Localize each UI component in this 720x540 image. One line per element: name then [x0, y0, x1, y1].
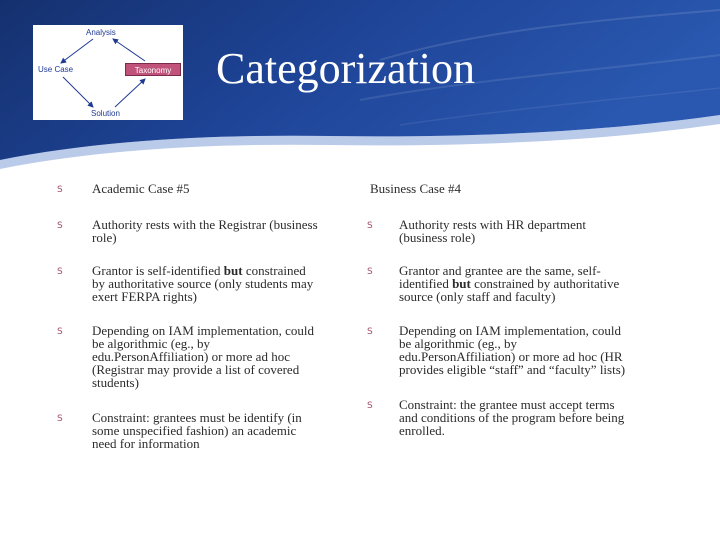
left-item-constraint: Constraint: grantees must be identify (in some unspecified fashion) an academic need for information: [92, 410, 302, 451]
right-item-constraint: Constraint: the grantee must accept terms and conditions of the program before being enrolled.: [399, 397, 625, 438]
left-item-authority: Authority rests with the Registrar (business role): [92, 217, 318, 245]
bullet-icon: S: [57, 185, 63, 195]
right-item-grantor-pre: Grantor and grantee are the same, self- identified: [399, 263, 601, 291]
diagram-label-taxonomy: Taxonomy: [125, 63, 181, 76]
right-item-iam: Depending on IAM implementation, could be algorithmic (eg., by edu.PersonAffiliation) or more ad hoc (HR provides eligible “staff” and “faculty” lists): [399, 323, 626, 377]
left-item-grantor: [92, 264, 313, 303]
right-item-grantor: [399, 264, 619, 303]
diagram-label-use-case: Use Case: [38, 65, 74, 74]
diagram-label-analysis: Analysis: [86, 28, 116, 37]
left-item-iam: Depending on IAM implementation, could be algorithmic (eg., by edu.PersonAffiliation) or more ad hoc (Registrar may provide a list of covered students): [92, 323, 315, 390]
left-item-grantor-bold: but: [223, 263, 243, 278]
right-item-grantor-post: constrained by authoritative source (only staff and faculty): [399, 276, 620, 304]
bullet-icon: S: [367, 401, 373, 411]
left-heading: Academic Case #5: [92, 181, 190, 196]
slide-title: Categorization: [216, 44, 476, 93]
bullet-icon: S: [367, 221, 373, 231]
bullet-icon: S: [57, 267, 63, 277]
bullet-icon: S: [57, 221, 63, 231]
bullet-icon: S: [57, 414, 63, 424]
left-item-grantor-pre: Grantor is self-identified: [92, 263, 224, 278]
bullet-icon: S: [57, 327, 63, 337]
process-diagram: [33, 25, 183, 120]
right-item-authority: Authority rests with HR department (business role): [399, 217, 587, 245]
right-item-grantor-bold: but: [452, 276, 471, 291]
bullet-icon: S: [367, 267, 373, 277]
diagram-label-solution: Solution: [91, 109, 120, 118]
right-heading: Business Case #4: [370, 181, 461, 196]
bullet-icon: S: [367, 327, 373, 337]
left-item-grantor-post: constrained by authoritative source (only students may exert FERPA rights): [92, 263, 314, 304]
